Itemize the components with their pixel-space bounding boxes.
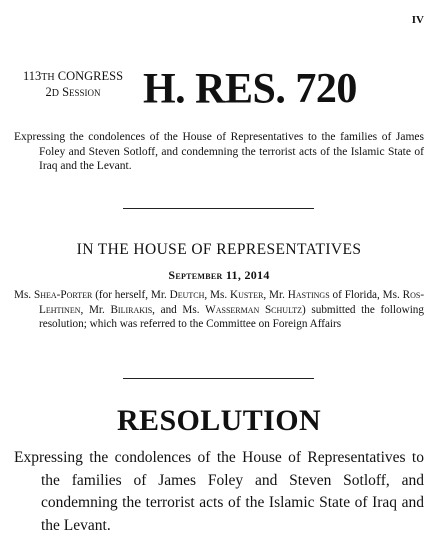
bill-prefix: H. RES. <box>143 65 286 113</box>
cosponsor-name: Wasserman Schultz <box>205 303 302 316</box>
sponsor-text: ) submitted the following resolution; which was referred to the Committee on Foreign Affairs <box>39 303 424 330</box>
divider-rule <box>123 378 314 379</box>
chamber-heading: IN THE HOUSE OF REPRESENTATIVES <box>76 241 362 258</box>
sponsor-text: (for herself, Mr. <box>95 289 167 301</box>
introduction-date: September 11, 2014 <box>168 268 270 282</box>
session-number: 2 <box>45 85 52 99</box>
sponsor-text: , Mr. <box>263 289 285 301</box>
session-line <box>14 85 132 101</box>
sponsor-title: Ms. <box>14 289 32 301</box>
cosponsor-name: Hastings <box>287 289 330 301</box>
long-title: Expressing the condolences of the House of Representatives to the families of James Foley and Steven Sotloff, and condemning the terrorist acts of the Islamic State of Iraq and the Levant. <box>14 449 424 534</box>
congress-session-block <box>14 69 132 101</box>
divider-rule <box>123 208 314 209</box>
sponsor-name: Shea-Porter <box>33 289 93 301</box>
short-title: Expressing the condolences of the House of Representatives to the families of James Foley and Steven Sotloff, and condemning the terrorist acts of the Islamic State of Iraq and the Levant. <box>14 131 424 172</box>
cosponsor-name: Kuster <box>229 289 264 301</box>
congress-word: CONGRESS <box>57 69 124 83</box>
congress-suffix: TH <box>41 72 55 83</box>
bill-number <box>143 64 357 114</box>
sponsors-paragraph <box>14 288 424 332</box>
congress-number: 113 <box>22 69 42 83</box>
sponsor-text: , Ms. <box>204 289 228 301</box>
sponsor-text: , Mr. <box>80 303 105 316</box>
congress-line <box>14 69 132 85</box>
cosponsor-name: Bilirakis <box>110 303 153 316</box>
bill-number-value: 720 <box>295 66 357 112</box>
cosponsor-name: Ros-Lehtinen <box>39 289 425 316</box>
sponsor-text: , and Ms. <box>152 303 200 316</box>
resolution-heading: RESOLUTION <box>116 404 322 437</box>
session-word: Session <box>62 85 101 99</box>
cosponsor-name: Deutch <box>169 289 205 301</box>
page-marker: IV <box>411 14 424 26</box>
session-suffix: D <box>51 88 59 99</box>
sponsor-text: of Florida, Ms. <box>332 289 400 301</box>
